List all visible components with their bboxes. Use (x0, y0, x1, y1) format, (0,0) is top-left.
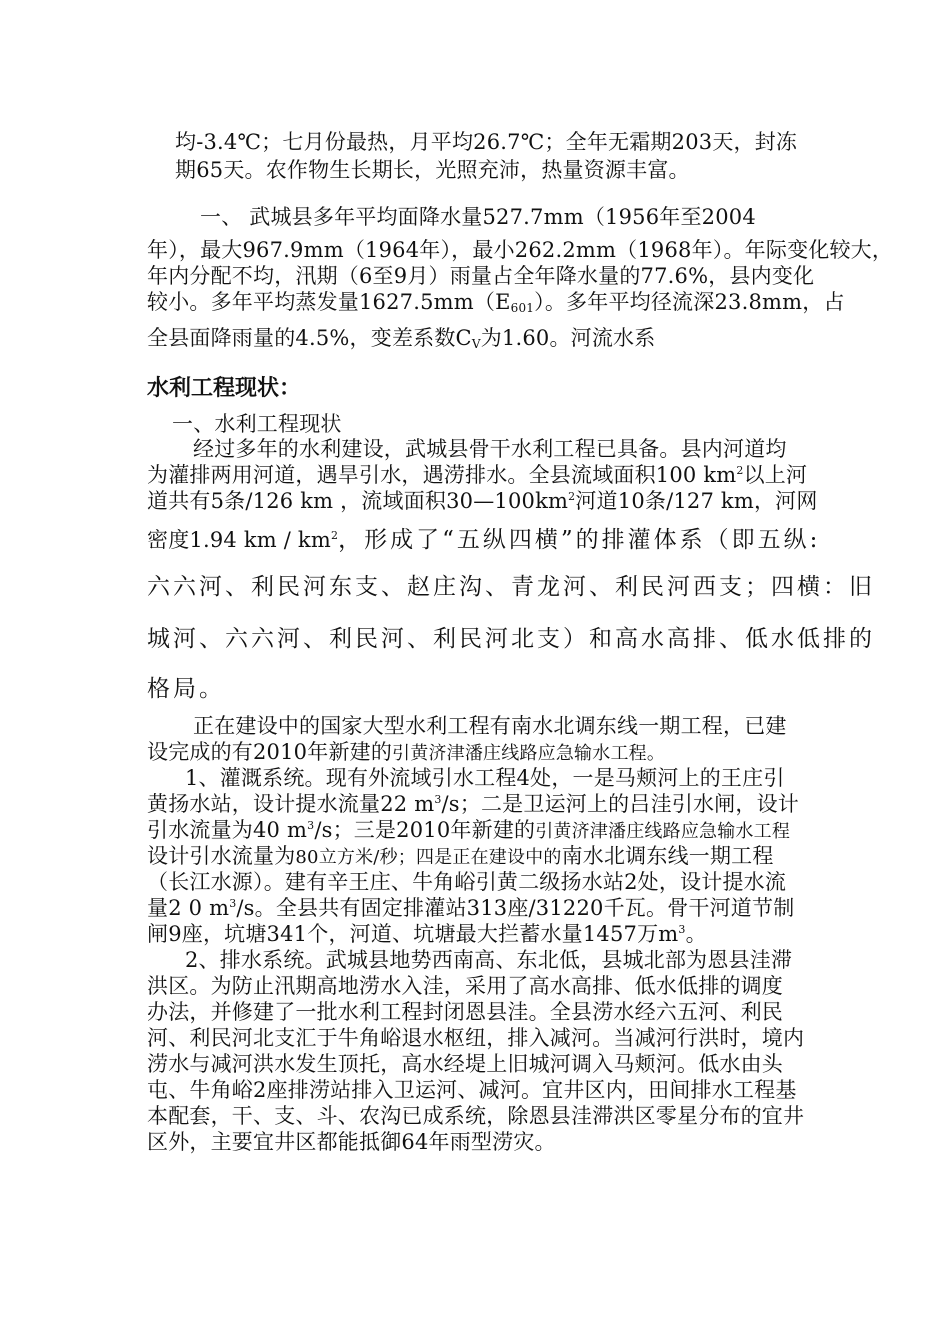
cv-subscript: V (471, 337, 481, 351)
climate-line-2: 期65天。农作物生长期长，光照充沛，热量资源丰富。 (175, 158, 690, 182)
climate-line-1: 均-3.4℃；七月份最热，月平均26.7℃；全年无霜期203天，封冻 (175, 130, 798, 154)
status-line-3 (147, 485, 818, 515)
rain-line-4-text-a: 较小。多年平均蒸发量1627.5mm（E (147, 290, 511, 314)
irrigation-line-6-text-a: 量2 0 m (147, 896, 230, 920)
status-line-4-text-b: ，形成了“五纵四横”的排灌体系（即五纵: (338, 527, 821, 553)
drainage-line-7: 本配套，干、支、斗、农沟已成系统，除恩县洼滞洪区零星分布的宜井 (147, 1104, 805, 1128)
drainage-line-3: 办法，并修建了一批水利工程封闭恩县洼。全县涝水经六五河、利民 (147, 1000, 783, 1024)
rain-line-4 (147, 286, 845, 316)
status-line-1: 经过多年的水利建设，武城县骨干水利工程已具备。县内河道均 (193, 437, 787, 461)
project-line-1: 正在建设中的国家大型水利工程有南水北调东线一期工程，已建 (193, 714, 787, 738)
km2-superscript: 2 (736, 464, 744, 477)
rain-line-5-text-b: 为1.60。河流水系 (480, 326, 656, 350)
drainage-line-1: 2、排水系统。武城县地势西南高、东北低，县城北部为恩县洼滞 (185, 948, 793, 972)
irrigation-line-4-text-b: 80立方米/秒；四是正在建设中的 (295, 847, 562, 868)
rain-line-2: 年），最大967.9mm（1964年），最小262.2mm（1968年）。年际变化较大， (147, 238, 894, 262)
status-line-4-text-a: 密度1.94 km / km (147, 528, 331, 552)
status-line-2-text-b: 以上河 (743, 463, 808, 487)
irrigation-line-7-text-a: 闸9座，坑塘341个，河道、坑塘最大拦蓄水量1457万m (147, 922, 679, 946)
irrigation-line-4-text-a: 设计引水流量为 (147, 844, 296, 868)
status-line-4 (147, 521, 820, 554)
section-heading: 水利工程现状： (147, 376, 302, 401)
project-line-2-text-a: 设完成的有2010年新建的 (147, 740, 393, 764)
rain-line-4-text-b: ）。多年平均径流深23.8mm，占 (534, 290, 845, 314)
rain-line-5-text-a: 全县面降雨量的4.5%，变差系数C (147, 326, 472, 350)
irrigation-line-1: 1、灌溉系统。现有外流域引水工程4处，一是马颊河上的王庄引 (185, 766, 785, 790)
irrigation-line-3-text-c: 引黄济津潘庄线路应急输水工程 (535, 821, 791, 842)
status-line-2-text-a: 为灌排两用河道，遇旱引水，遇涝排水。全县流域面积100 km (147, 463, 737, 487)
evaporation-subscript: 601 (510, 301, 535, 315)
km2-superscript: 2 (568, 490, 576, 503)
rain-line-5 (147, 322, 655, 352)
irrigation-line-5: （长江水源）。建有辛王庄、牛角峪引黄二级扬水站2处，设计提水流 (147, 870, 787, 894)
drainage-line-8: 区外，主要宜井区都能抵御64年雨型涝灾。 (147, 1130, 556, 1154)
drainage-line-5: 涝水与减河洪水发生顶托，高水经堤上旧城河调入马颊河。低水由头 (147, 1052, 783, 1076)
irrigation-line-2-text-b: /s；二是卫运河上的吕洼引水闸，设计 (441, 792, 799, 816)
rain-line-3: 年内分配不均，汛期（6至9月）雨量占全年降水量的77.6%，县内变化 (147, 264, 815, 288)
irrigation-line-3-text-b: /s；三是2010年新建的 (314, 818, 536, 842)
project-line-2-text-b: 引黄济津潘庄线路应急输水工程。 (392, 743, 666, 764)
status-line-3-text-a: 道共有5条/126 km ，流域面积30—100km (147, 489, 569, 513)
status-line-3-text-b: 河道10条/127 km，河网 (575, 489, 818, 513)
status-line-5: 六六河、利民河东支、赵庄沟、青龙河、利民河西支；四横：旧 (147, 574, 875, 600)
drainage-line-6: 屯、牛角峪2座排涝站排入卫运河、减河。宜井区内，田间排水工程基 (147, 1078, 797, 1102)
irrigation-line-2-text-a: 黄扬水站，设计提水流量22 m (147, 792, 435, 816)
m3-superscript: 3 (307, 819, 315, 832)
km2-superscript: 2 (330, 529, 339, 542)
rain-line-1: 一、 武城县多年平均面降水量527.7mm（1956年至2004 (200, 205, 756, 229)
irrigation-line-3-text-a: 引水流量为40 m (147, 818, 308, 842)
irrigation-line-7-text-b: 。 (685, 922, 707, 946)
status-line-6: 城河、六六河、利民河、利民河北支）和高水高排、低水低排的 (147, 626, 875, 652)
status-line-7: 格局。 (147, 676, 225, 702)
irrigation-line-6-text-b: /s。全县共有固定排灌站313座/31220千瓦。骨干河道节制 (236, 896, 795, 920)
drainage-line-4: 河、利民河北支汇于牛角峪退水枢纽，排入减河。当减河行洪时，境内 (147, 1026, 805, 1050)
irrigation-line-4-text-c: 南水北调东线一期工程 (561, 844, 774, 868)
m3-superscript: 3 (678, 923, 686, 936)
drainage-line-2: 洪区。为防止汛期高地涝水入洼，采用了高水高排、低水低排的调度 (147, 974, 783, 998)
m3-superscript: 3 (434, 793, 442, 806)
m3-superscript: 3 (229, 897, 237, 910)
subsection-heading: 一、水利工程现状 (172, 412, 342, 436)
